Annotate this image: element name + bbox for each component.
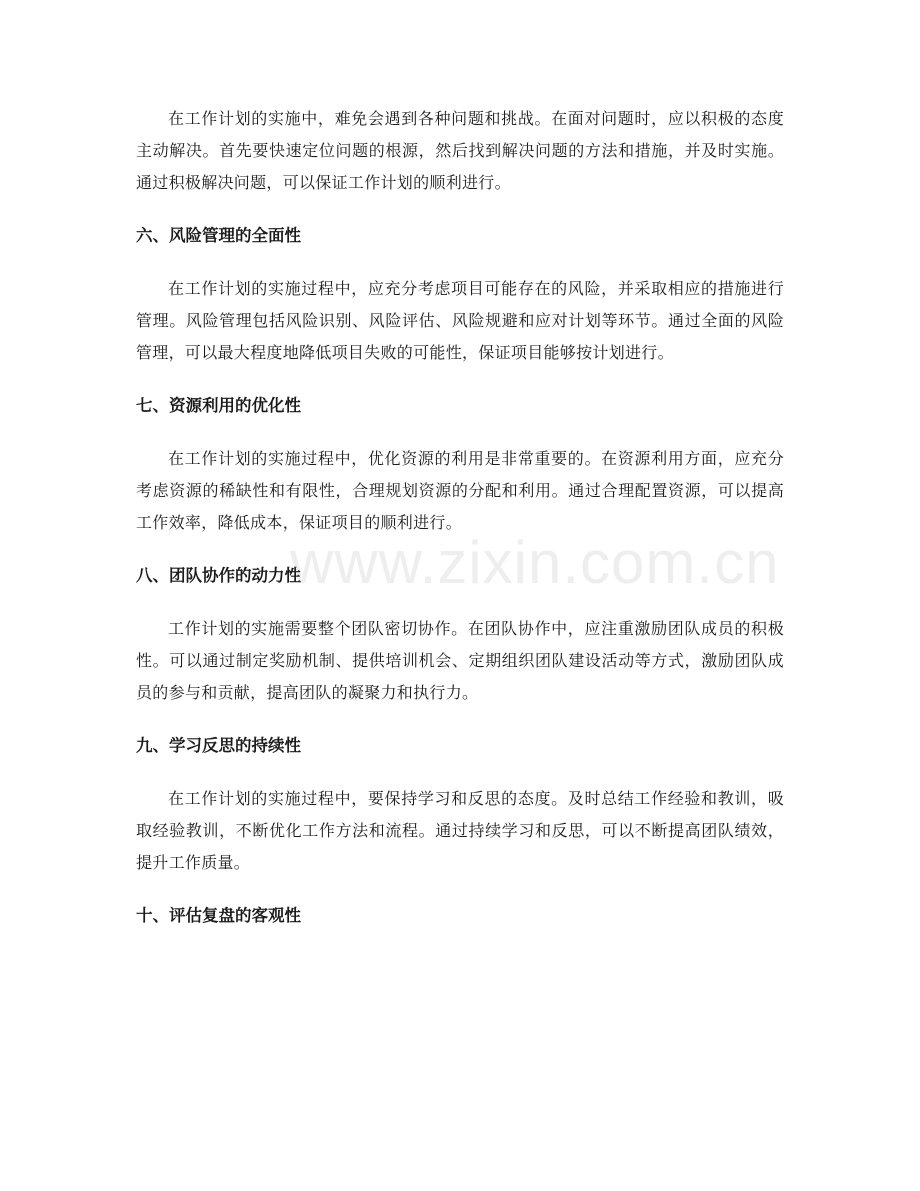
section-paragraph-7: 在工作计划的实施过程中，优化资源的利用是非常重要的。在资源利用方面，应充分考虑资源的稀缺性和有限性，合理规划资源的分配和利用。通过合理配置资源，可以提高工作效率，降低成本，保证项目的顺利进行。 xyxy=(136,449,784,532)
section-heading-7: 七、资源利用的优化性 xyxy=(136,396,301,415)
section-paragraph-8: 工作计划的实施需要整个团队密切协作。在团队协作中，应注重激励团队成员的积极性。可以通过制定奖励机制、提供培训机会、定期组织团队建设活动等方式，激励团队成员的参与和贡献，提高团队的凝聚力和执行力。 xyxy=(136,619,784,702)
document-body xyxy=(136,103,784,953)
section-heading-10: 十、评估复盘的客观性 xyxy=(136,906,301,925)
section-heading-6: 六、风险管理的全面性 xyxy=(136,226,301,245)
section-heading-9: 九、学习反思的持续性 xyxy=(136,736,301,755)
section-paragraph-9: 在工作计划的实施过程中，要保持学习和反思的态度。及时总结工作经验和教训，吸取经验教训，不断优化工作方法和流程。通过持续学习和反思，可以不断提高团队绩效，提升工作质量。 xyxy=(136,789,784,872)
watermark-text: www.zixin.com.cn xyxy=(290,529,780,596)
section-heading-8: 八、团队协作的动力性 xyxy=(136,566,301,585)
intro-paragraph: 在工作计划的实施中，难免会遇到各种问题和挑战。在面对问题时，应以积极的态度主动解决。首先要快速定位问题的根源，然后找到解决问题的方法和措施，并及时实施。通过积极解决问题，可以保证工作计划的顺利进行。 xyxy=(136,109,784,192)
section-paragraph-6: 在工作计划的实施过程中，应充分考虑项目可能存在的风险，并采取相应的措施进行管理。风险管理包括风险识别、风险评估、风险规避和应对计划等环节。通过全面的风险管理，可以最大程度地降低项目失败的可能性，保证项目能够按计划进行。 xyxy=(136,279,784,362)
